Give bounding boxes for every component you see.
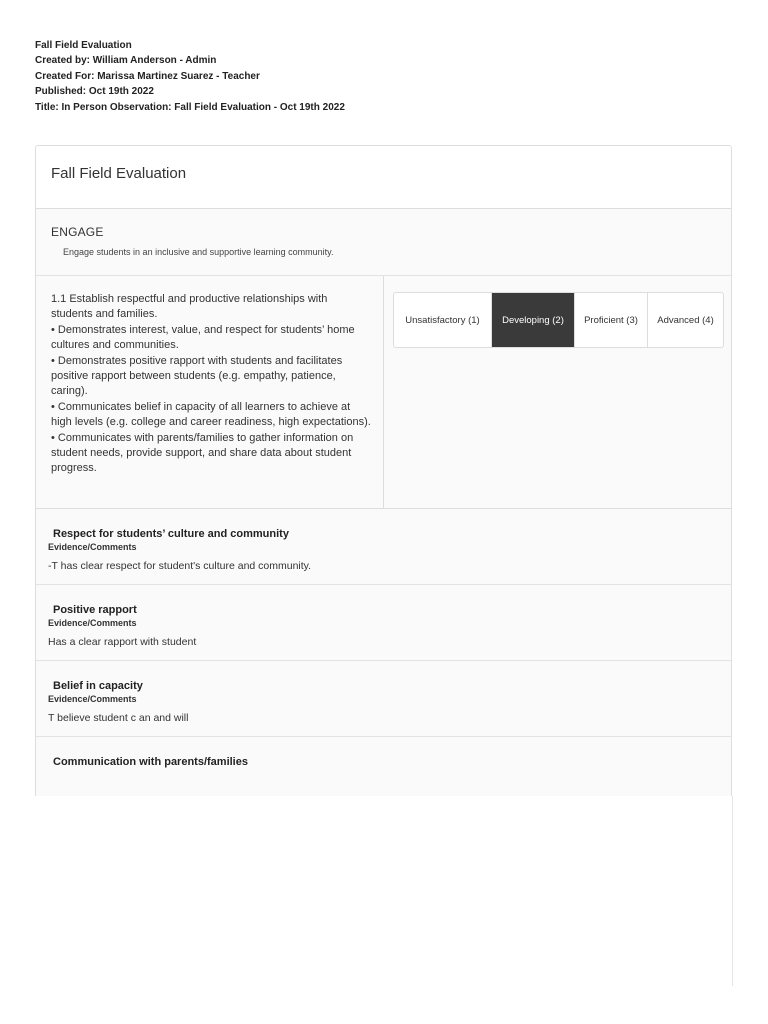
rating-area	[384, 276, 731, 508]
section-title: ENGAGE	[51, 225, 104, 239]
evidence-block	[36, 737, 731, 796]
panel-header	[36, 146, 731, 209]
criterion-heading: 1.1 Establish respectful and productive relationships with students and families.	[51, 293, 328, 321]
rating-unsatisfactory[interactable]: Unsatisfactory (1)	[405, 314, 480, 326]
rating-developing[interactable]: Developing (2)	[491, 293, 574, 347]
evidence-block	[36, 661, 731, 737]
criterion-bullet: • Demonstrates interest, value, and respect for students’ home cultures and communities.	[51, 323, 355, 352]
evidence-title: Belief in capacity	[53, 680, 143, 692]
created-by: Created by: William Anderson - Admin	[35, 55, 217, 67]
criterion-bullet: • Communicates with parents/families to gather information on student needs, provide support, and share data about student progress.	[51, 431, 354, 475]
evidence-label: Evidence/Comments	[48, 694, 137, 704]
created-for: Created For: Marissa Martinez Suarez - Teacher	[35, 70, 260, 82]
published-date: Published: Oct 19th 2022	[35, 86, 154, 98]
rating-proficient[interactable]: Proficient (3)	[574, 293, 647, 347]
evaluation-panel	[35, 145, 732, 796]
document-meta	[35, 38, 345, 115]
page-divider	[732, 796, 733, 986]
evidence-title: Positive rapport	[53, 604, 137, 616]
criterion-row	[36, 276, 731, 509]
panel-title: Fall Field Evaluation	[51, 165, 187, 182]
criterion-description	[36, 276, 384, 508]
evidence-comment: -T has clear respect for student's culture and community.	[48, 560, 312, 572]
observation-title: Title: In Person Observation: Fall Field Evaluation - Oct 19th 2022	[35, 101, 345, 113]
form-name: Fall Field Evaluation	[35, 40, 132, 51]
evidence-comment: Has a clear rapport with student	[48, 636, 197, 648]
evidence-block	[36, 585, 731, 661]
criterion-bullet: • Demonstrates positive rapport with students and facilitates positive rapport between students (e.g. empathy, patience, caring).	[51, 354, 343, 398]
evidence-label: Evidence/Comments	[48, 542, 137, 552]
evidence-comment: T believe student c an and will	[48, 712, 189, 724]
criterion-bullet: • Communicates belief in capacity of all learners to achieve at high levels (e.g. college and career readiness, high expectations).	[51, 400, 371, 429]
rating-advanced[interactable]: Advanced (4)	[647, 293, 723, 347]
rating-selector	[393, 292, 724, 348]
evidence-title: Communication with parents/families	[53, 756, 248, 768]
evidence-block	[36, 509, 731, 585]
section-header	[36, 209, 731, 276]
evidence-title: Respect for students’ culture and community	[53, 528, 289, 540]
section-description: Engage students in an inclusive and supportive learning community.	[63, 247, 334, 257]
evidence-label: Evidence/Comments	[48, 618, 137, 628]
